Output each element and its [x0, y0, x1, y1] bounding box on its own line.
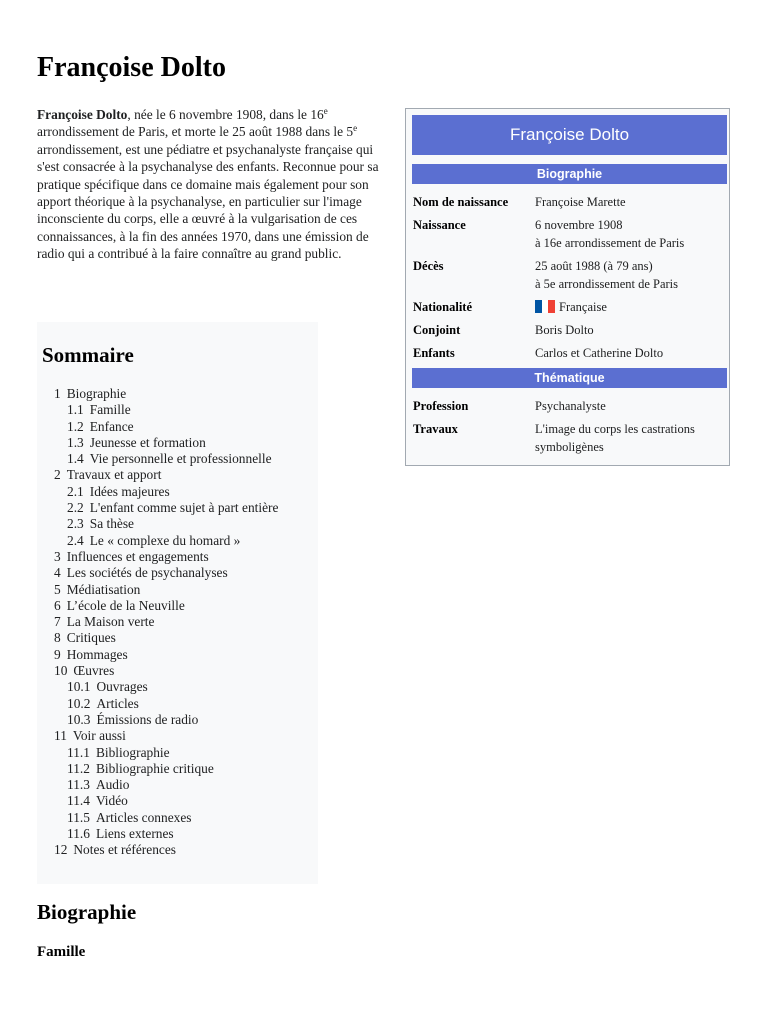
toc-item[interactable] — [37, 614, 318, 630]
intro-paragraph — [37, 106, 379, 263]
toc-item-label[interactable]: Hommages — [66, 646, 128, 662]
toc-item-label[interactable]: L'enfant comme sujet à part entière — [89, 500, 279, 516]
infobox-section-thematique: Thématique — [412, 368, 727, 388]
infobox-value-travaux[interactable] — [535, 420, 725, 456]
french-flag-icon — [535, 300, 555, 313]
toc-item-label[interactable]: Le « complexe du homard » — [89, 532, 241, 548]
infobox-value-profession[interactable]: Psychanalyste — [535, 399, 606, 413]
intro-text-3: arrondissement, est une pédiatre et psychanalyste française qui s'est consacrée à la psychanalyse des enfants. Reconnue pour sa pratique spécifique dans ce domaine mais également pour son apport théorique à la psychanalyse, en particulier sur l'image inconsciente du corps, elle a œuvré à la vulgarisation de ces connaissances, à la fin des années 1970, dans une émission de radio qui a contribué à la faire connaître au grand public. — [37, 141, 379, 262]
infobox-label-deces: Décès — [413, 259, 444, 273]
toc-item-label[interactable]: Médiatisation — [66, 581, 141, 597]
infobox-title: Françoise Dolto — [412, 115, 727, 155]
toc-item[interactable] — [37, 630, 318, 646]
toc-item[interactable] — [37, 533, 318, 549]
toc-item[interactable] — [37, 810, 318, 826]
toc-item[interactable] — [37, 386, 318, 402]
nationalite-text[interactable]: Française — [559, 300, 607, 314]
page-title: Françoise Dolto — [37, 52, 226, 83]
infobox-label-travaux: Travaux — [413, 422, 458, 436]
toc-item[interactable] — [37, 598, 318, 614]
travaux-line-2[interactable]: symboligènes — [535, 440, 604, 454]
toc-item-label[interactable]: Articles connexes — [95, 809, 192, 825]
toc-item-number: 2.2 — [67, 500, 84, 516]
toc-item-label[interactable]: Biographie — [66, 386, 127, 401]
toc-item-number: 11.2 — [67, 760, 90, 776]
toc-item[interactable] — [37, 467, 318, 483]
toc-item[interactable] — [37, 419, 318, 435]
toc-item[interactable] — [37, 451, 318, 467]
naissance-lieu[interactable]: à 16e arrondissement de Paris — [535, 236, 685, 250]
toc-item-number: 10.1 — [67, 679, 91, 695]
toc-item-label[interactable]: Émissions de radio — [96, 711, 199, 727]
infobox-value-naissance — [535, 216, 725, 252]
toc-item-number: 2.3 — [67, 516, 84, 532]
toc-item-number: 10.2 — [67, 695, 91, 711]
toc-item-label[interactable]: Travaux et apport — [66, 467, 162, 483]
infobox-value-nationalite — [535, 298, 725, 316]
toc-item-number: 11.4 — [67, 793, 90, 809]
toc-item[interactable] — [37, 582, 318, 598]
toc-item[interactable] — [37, 761, 318, 777]
toc-item-number: 12 — [54, 842, 68, 858]
infobox-label-enfants: Enfants — [413, 346, 455, 360]
intro-sup-1: e — [323, 106, 328, 116]
toc-item[interactable] — [37, 549, 318, 565]
toc-item-label[interactable]: Voir aussi — [72, 728, 126, 744]
intro-text-1: , née le 6 novembre 1908, dans le 16 — [127, 107, 324, 122]
toc-item[interactable] — [37, 679, 318, 695]
intro-subject: Françoise Dolto — [37, 107, 128, 122]
deces-lieu[interactable]: à 5e arrondissement de Paris — [535, 277, 679, 291]
toc-item-label[interactable]: Ouvrages — [96, 679, 148, 695]
toc-item-number: 11.5 — [67, 809, 90, 825]
toc-item-number: 1.2 — [67, 418, 84, 434]
toc-item-number: 5 — [54, 581, 61, 597]
toc-item-number: 2.1 — [67, 483, 84, 499]
toc-item-number: 1.3 — [67, 434, 84, 450]
toc-item-label[interactable]: Vidéo — [95, 793, 128, 809]
subsection-heading-famille: Famille — [37, 944, 86, 960]
toc-item-label[interactable]: Jeunesse et formation — [89, 434, 206, 450]
infobox-section-biographie: Biographie — [412, 164, 727, 184]
travaux-line-1[interactable]: L'image du corps les castrations — [535, 422, 695, 436]
toc-item-number: 11.1 — [67, 744, 90, 760]
toc-item-label[interactable]: Articles — [96, 695, 139, 711]
toc-item-label[interactable]: Les sociétés de psychanalyses — [66, 565, 228, 581]
intro-sup-2: e — [353, 123, 358, 134]
toc-item-number: 4 — [54, 565, 61, 581]
toc-item-label[interactable]: Critiques — [66, 630, 116, 646]
intro-text-2: arrondissement de Paris, et morte le 25 août 1988 dans le 5 — [37, 124, 354, 140]
toc-item-label[interactable]: Famille — [89, 402, 131, 418]
infobox-label-nom: Nom de naissance — [413, 195, 509, 209]
toc-item-number: 3 — [54, 548, 61, 564]
toc-item[interactable] — [37, 728, 318, 744]
toc-item[interactable] — [37, 696, 318, 712]
toc-item-number: 11 — [54, 728, 67, 744]
toc-item-number: 2.4 — [67, 532, 84, 548]
toc-item-number: 8 — [54, 630, 61, 646]
toc-item[interactable] — [37, 777, 318, 793]
toc-item-label[interactable]: Liens externes — [95, 826, 174, 842]
infobox — [405, 108, 730, 466]
toc-item[interactable] — [37, 647, 318, 663]
toc-item-label[interactable]: Sa thèse — [89, 516, 135, 532]
section-heading-biographie: Biographie — [37, 900, 137, 924]
toc-item-label[interactable]: Bibliographie critique — [95, 760, 214, 776]
toc-item-number: 6 — [54, 597, 61, 613]
infobox-label-naissance: Naissance — [413, 218, 466, 232]
toc-item[interactable] — [37, 484, 318, 500]
toc-item[interactable] — [37, 745, 318, 761]
infobox-value-conjoint[interactable]: Boris Dolto — [535, 323, 594, 337]
toc-item[interactable] — [37, 402, 318, 418]
toc-item-number: 1.1 — [67, 402, 84, 418]
toc-item-label[interactable]: Enfance — [89, 418, 134, 434]
toc-item[interactable] — [37, 516, 318, 532]
toc-item[interactable] — [37, 842, 318, 858]
infobox-label-profession: Profession — [413, 399, 469, 413]
toc-item-number: 11.6 — [67, 826, 90, 842]
toc-item-label[interactable]: L’école de la Neuville — [66, 597, 185, 613]
infobox-value-deces — [535, 257, 725, 293]
toc-item-label[interactable]: Influences et engagements — [66, 548, 209, 564]
toc-item-number: 2 — [54, 467, 61, 483]
toc-item-label[interactable]: La Maison verte — [66, 614, 155, 630]
toc-item[interactable] — [37, 712, 318, 728]
infobox-label-conjoint: Conjoint — [413, 323, 461, 337]
toc-item[interactable] — [37, 663, 318, 679]
toc-item-number: 9 — [54, 646, 61, 662]
toc-item-label[interactable]: Bibliographie — [95, 744, 170, 760]
toc-item-label[interactable]: Audio — [95, 777, 130, 793]
toc-item-label[interactable]: Vie personnelle et professionnelle — [89, 451, 272, 467]
toc-title: Sommaire — [42, 343, 134, 367]
toc-item-label[interactable]: Œuvres — [73, 663, 115, 679]
infobox-label-nationalite: Nationalité — [413, 300, 473, 314]
toc-item-label[interactable]: Idées majeures — [89, 483, 170, 499]
toc-item-number: 11.3 — [67, 777, 90, 793]
toc-item-number: 1.4 — [67, 451, 84, 467]
toc-item-number: 10 — [54, 663, 68, 679]
toc-item[interactable] — [37, 435, 318, 451]
deces-date[interactable]: 25 août 1988 (à 79 ans) — [535, 259, 653, 273]
infobox-value-enfants[interactable]: Carlos et Catherine Dolto — [535, 346, 664, 360]
toc-item-number: 7 — [54, 614, 61, 630]
naissance-date[interactable]: 6 novembre 1908 — [535, 218, 623, 232]
toc-item[interactable] — [37, 565, 318, 581]
toc-item-number: 1 — [54, 386, 61, 401]
toc-item[interactable] — [37, 500, 318, 516]
toc-item[interactable] — [37, 793, 318, 809]
toc-item-number: 10.3 — [67, 711, 91, 727]
infobox-value-nom: Françoise Marette — [535, 195, 626, 209]
toc-item[interactable] — [37, 826, 318, 842]
toc-list — [37, 386, 318, 859]
toc-item-label[interactable]: Notes et références — [73, 842, 176, 858]
table-of-contents — [37, 322, 318, 884]
